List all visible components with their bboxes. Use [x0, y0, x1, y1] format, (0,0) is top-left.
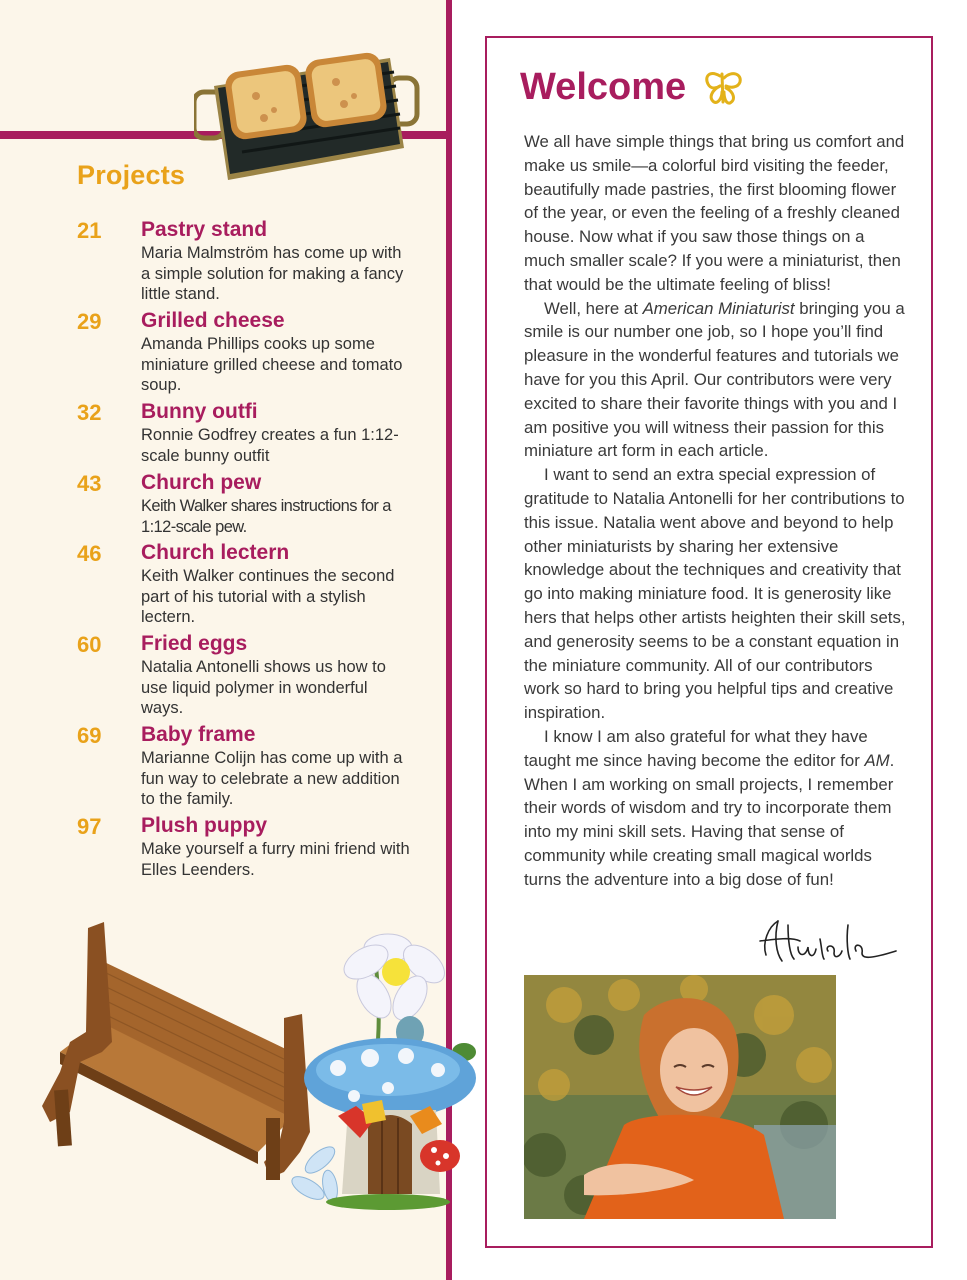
project-title: Baby frame — [141, 723, 256, 746]
editor-photo — [524, 975, 836, 1219]
projects-heading: Projects — [77, 160, 186, 190]
project-description: Marianne Colijn has come up with a fun way to celebrate a new addition to the family. — [141, 749, 403, 808]
page-number: 69 — [77, 723, 102, 748]
project-title: Pastry stand — [141, 218, 268, 241]
project-title: Church pew — [141, 471, 262, 494]
letter-paragraph: I know I am also grateful for what they have taught me since having become the editor for AM. When I am working on small projects, I remember their words of wisdom and try to incorporate them into my mini skill sets. Having that sense of community while creating small magical worlds turns the adventure into a big dose of fun! — [524, 726, 895, 889]
magazine-name: American Miniaturist — [642, 298, 795, 318]
welcome-letter — [524, 130, 910, 892]
project-description: Amanda Phillips cooks up some miniature grilled cheese and tomato soup. — [141, 335, 403, 394]
grilled-cheese-tray-image — [194, 30, 420, 180]
letter-paragraph: We all have simple things that bring us comfort and make us smile—a colorful bird visiting the feeder, beautifully made pastries, the first blooming flower of the year, or even the feeling of a freshly cleaned house. Now what if you saw those things on a much smaller scale? If you were a miniaturist, then that would be the ultimate feeling of bliss! — [524, 132, 905, 294]
project-description: Keith Walker continues the second part of his tutorial with a stylish lectern. — [141, 567, 395, 626]
project-title: Grilled cheese — [141, 309, 285, 332]
letter-paragraph: Well, here at American Miniaturist bringing you a smile is our number one job, so I hope you’ll find pleasure in the wonderful features and tutorials we have for you this April. Our contributors were very excited to share their favorite things with you and I am positive you will witness their passion for this miniature art form in each article. — [524, 298, 905, 461]
letter-paragraph: I want to send an extra special expression of gratitude to Natalia Antonelli for her contributions to this issue. Natalia went above and beyond to help other miniaturists by sharing her extensive knowledge about the techniques and creativity that go into making miniature food. It is generosity like hers that helps other artists heighten their skill sets, and generosity seems to be a constant equation in the miniature community. All of our contributors work so hard to bring you helpful tips and creative inspiration. — [524, 465, 906, 723]
page-number: 60 — [77, 632, 102, 657]
welcome-title: Welcome — [520, 66, 687, 108]
butterfly-icon — [700, 68, 746, 108]
page-number: 46 — [77, 541, 102, 566]
page-number: 32 — [77, 400, 102, 425]
project-title: Plush puppy — [141, 814, 267, 837]
magazine-abbrev: AM — [864, 750, 890, 770]
project-description: Maria Malmström has come up with a simple solution for making a fancy little stand. — [141, 244, 404, 303]
project-description: Make yourself a furry mini friend with Elles Leenders. — [141, 840, 410, 879]
page-number: 29 — [77, 309, 102, 334]
project-description: Ronnie Godfrey creates a fun 1:12-scale bunny outfit — [141, 426, 399, 465]
page-number: 97 — [77, 814, 102, 839]
project-title: Fried eggs — [141, 632, 248, 655]
project-description: Natalia Antonelli shows us how to use liquid polymer in wonderful ways. — [141, 658, 386, 717]
project-title: Church lectern — [141, 541, 290, 564]
editor-signature — [752, 915, 902, 967]
page-number: 21 — [77, 218, 102, 243]
project-title: Bunny outfi — [141, 400, 258, 423]
project-description: Keith Walker shares instructions for a 1:12-scale pew. — [141, 497, 391, 536]
page-number: 43 — [77, 471, 102, 496]
mushroom-house-image — [278, 920, 478, 1214]
